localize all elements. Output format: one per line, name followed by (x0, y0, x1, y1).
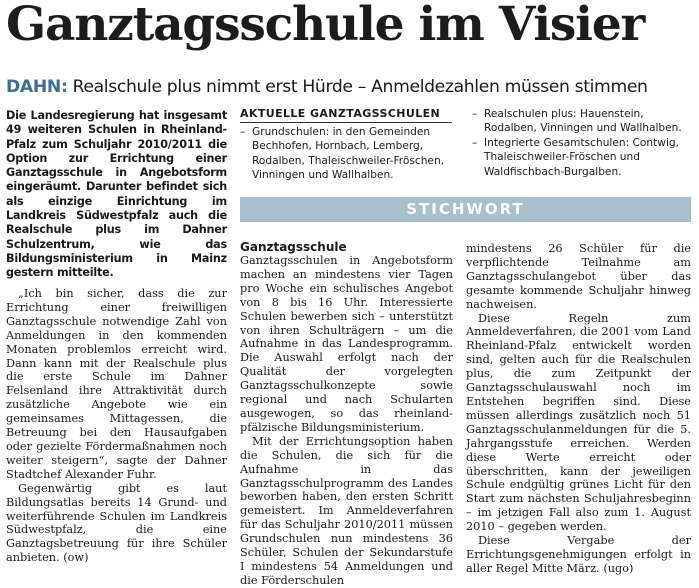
stichwort-column-2 (466, 242, 691, 576)
infobox-item-gesamtschulen: – Integrierte Gesamtschulen: Contwig, Thaleischweiler-Fröschen und Waldfischbach-Burgalben. (472, 136, 692, 179)
infobox-divider (240, 122, 452, 123)
lead-paragraph: Die Landesregierung hat insgesamt 49 weiteren Schulen in Rheinland-Pfalz zum Schuljahr 2010/2011 die Option zur Errichtung einer Ganztagsschule in Angebotsform eingeräumt. Darunter befindet sich als einzige Einrichtung im Landkreis Südwestpfalz auch die Realschule plus im Dahner Schulzentrum, wie das Bildungsministerium in Mainz gestern mitteilte. (6, 109, 227, 280)
stichwort-banner: STICHWORT (240, 197, 691, 222)
closing-paragraph: Gegenwärtig gibt es laut Bildungsatlas bereits 14 Grund- und weiterführende Schulen im Landkreis Südwestpfalz, die eine Ganztagsbetreuung für ihre Schüler anbieten. (ow) (6, 481, 227, 565)
infobox-list-left (240, 125, 453, 183)
stichwort-paragraph-5: Diese Vergabe der Errichtungsgenehmigungen erfolgt in aller Regel Mitte März. (ugo) (466, 534, 691, 575)
infobox-item-realschulen: – Realschulen plus: Hauenstein, Rodalben, Vinningen und Wallhalben. (472, 107, 692, 136)
infobox-item-grundschulen: – Grundschulen: in den Gemeinden Bechhofen, Hornbach, Lemberg, Rodalben, Thaleischweiler-Fröschen, Vinningen und Wallhalben. (240, 125, 453, 183)
stichwort-column-1 (240, 240, 453, 588)
subheadline (6, 76, 696, 98)
headline: Ganztagsschule im Visier (6, 0, 645, 52)
infobox-list-right (472, 107, 692, 179)
stichwort-title: Ganztagsschule (240, 240, 347, 254)
location-kicker: DAHN: (6, 77, 68, 97)
stichwort-paragraph-2: Mit der Errichtungsoption haben die Schulen, die sich für die Aufnahme in das Ganztagsschulprogramm des Landes beworben haben, den ersten Schritt gemeistert. Im Anmeldeverfahren für das Schuljahr 2010/2011 müssen Grundschulen nun mindestens 36 Schüler, Schulen der Sekundarstufe I mindestens 54 Anmeldungen und die Förderschulen (240, 434, 453, 587)
stichwort-paragraph-4: Diese Regeln zum Anmeldeverfahren, die 2001 vom Land Rheinland-Pfalz entwickelt worden sind, gelten auch für die Realschulen plus, die zum Zeitpunkt der Ganztagsschulauswahl noch im Entstehen begriffen sind. Diese müssen allerdings zusätzlich noch 51 Ganztagsschulanmeldungen für die 5. Jahrgangsstufe erreichen. Werden diese Werte erreicht oder überschritten, kann der jeweiligen Schule endgültig grünes Licht für den Start zum nächsten Schuljahresbeginn – im jetzigen Fall also zum 1. August 2010 – gegeben werden. (466, 311, 691, 534)
quote-column (6, 287, 227, 565)
infobox-title: AKTUELLE GANZTAGSSCHULEN (240, 107, 441, 120)
stichwort-paragraph-1: Ganztagsschulen in Angebotsform machen an mindestens vier Tagen pro Woche ein schulisches Angebot von 8 bis 16 Uhr. Interessierte Schulen bewerben sich – unterstützt von ihren Schulträgern – um die Aufnahme in das Landesprogramm. Die Auswahl erfolgt nach der Qualität der vorgelegten Ganztagsschulkonzepte sowie regional und nach Schularten ausgewogen, so das rheinland-pfälzische Bildungsministerium. (240, 254, 453, 434)
quote-paragraph: „Ich bin sicher, dass die zur Errichtung einer freiwilligen Ganztagsschule notwendige Zahl von Anmeldungen in den kommenden Monaten problemlos erreicht wird. Dann kann mit der Realschule plus die erste Schule im Dahner Felsenland ihre Attraktivität durch zusätzliche Angebote wie ein gemeinsames Mittagessen, die Betreuung bei den Hausaufgaben oder gezielte Fördermaßnahmen noch weiter steigern“, sagte der Dahner Stadtchef Alexander Fuhr. (6, 287, 227, 481)
stichwort-paragraph-3: mindestens 26 Schüler für die verpflichtende Teilnahme am Ganztagsschulangebot über das gesamte kommende Schuljahr hinweg nachweisen. (466, 242, 691, 311)
subheadline-text: Realschule plus nimmt erst Hürde – Anmeldezahlen müssen stimmen (67, 77, 648, 97)
